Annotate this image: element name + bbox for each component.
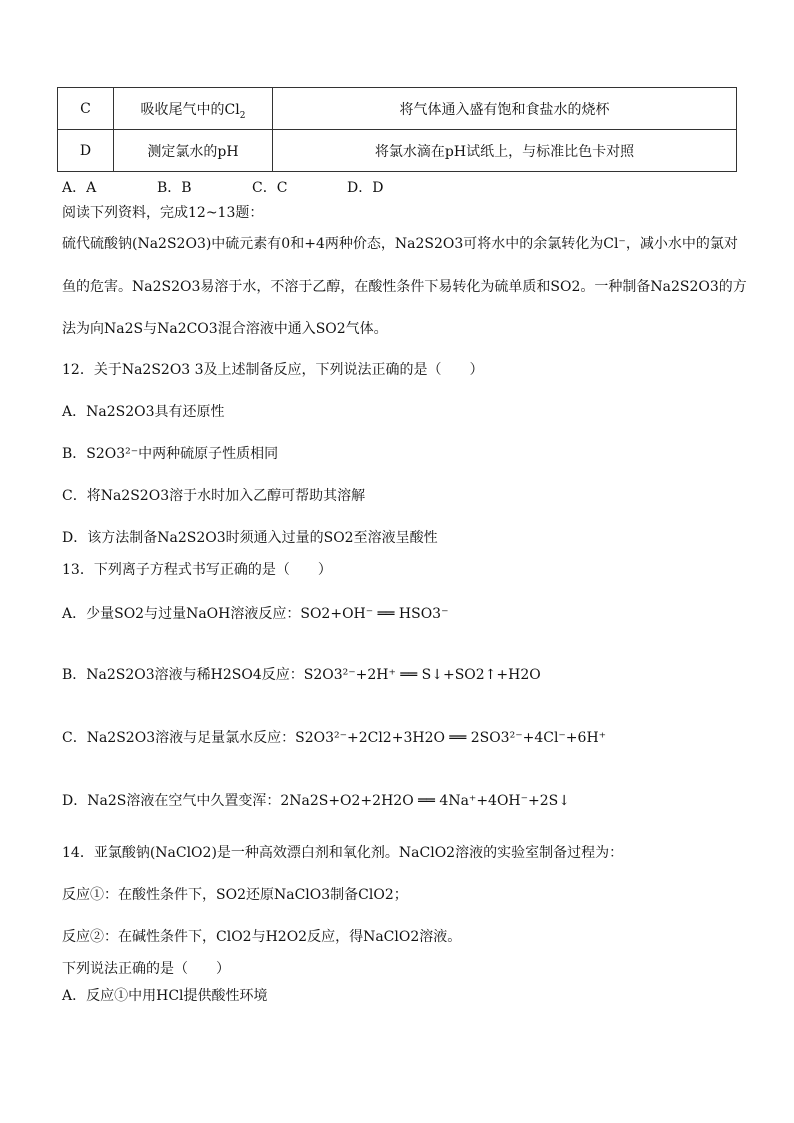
experiment-method: 将氯水滴在pH试纸上，与标准比色卡对照 xyxy=(273,130,737,172)
q12-option-c[interactable]: C．将Na2S2O3溶于水时加入乙醇可帮助其溶解 xyxy=(62,488,366,504)
options-table xyxy=(57,87,737,172)
q13-stem: 13．下列离子方程式书写正确的是（ ） xyxy=(62,562,332,578)
experiment-purpose: 吸收尾气中的$Cl_2$ xyxy=(114,88,273,130)
table-row xyxy=(58,88,737,130)
q14-stem: 14．亚氯酸钠(NaClO2)是一种高效漂白剂和氧化剂。NaClO2溶液的实验室制备过程为： xyxy=(62,845,624,861)
q12-option-b[interactable]: B．S2O3²⁻中两种硫原子性质相同 xyxy=(62,446,279,462)
experiment-purpose: 测定氯水的pH xyxy=(114,130,273,172)
choice-b[interactable]: B．B xyxy=(157,180,192,196)
q12-option-d[interactable]: D．该方法制备Na2S2O3时须通入过量的SO2至溶液呈酸性 xyxy=(62,530,438,546)
experiment-method: 将气体通入盛有饱和食盐水的烧杯 xyxy=(273,88,737,130)
q13-option-d[interactable]: D．Na2S溶液在空气中久置变浑：2Na2S+O2+2H2O ══ 4Na⁺+4OH⁻+2S↓ xyxy=(62,793,570,809)
choice-d[interactable]: D．D xyxy=(347,180,384,196)
q14-reaction-1: 反应①：在酸性条件下，SO2还原NaClO3制备ClO2； xyxy=(62,887,408,903)
q12-option-a[interactable]: A．Na2S2O3具有还原性 xyxy=(62,404,225,420)
q13-option-a[interactable]: A．少量SO2与过量NaOH溶液反应：SO2+OH⁻ ══ HSO3⁻ xyxy=(62,606,449,622)
choice-a[interactable]: A．A xyxy=(62,180,97,196)
passage-line-2: 鱼的危害。Na2S2O3易溶于水，不溶于乙醇，在酸性条件下易转化为硫单质和SO2。一种制备Na2S2O3的方 xyxy=(62,279,747,295)
option-letter: C xyxy=(58,88,114,130)
q14-option-a[interactable]: A．反应①中用HCl提供酸性环境 xyxy=(62,988,268,1004)
q14-reaction-2: 反应②：在碱性条件下，ClO2与H2O2反应，得NaClO2溶液。 xyxy=(62,929,462,945)
q14-ask: 下列说法正确的是（ ） xyxy=(62,961,230,977)
passage-line-1: 硫代硫酸钠(Na2S2O3)中硫元素有0和+4两种价态，Na2S2O3可将水中的余氯转化为Cl⁻，减小水中的氯对 xyxy=(62,236,738,252)
option-letter: D xyxy=(58,130,114,172)
q13-option-b[interactable]: B．Na2S2O3溶液与稀H2SO4反应：S2O3²⁻+2H⁺ ══ S↓+SO2↑+H2O xyxy=(62,667,541,683)
q11-choices xyxy=(62,177,383,197)
q12-stem: 12．关于Na2S2O3 3及上述制备反应，下列说法正确的是（ ） xyxy=(62,362,484,378)
passage-line-3: 法为向Na2S与Na2CO3混合溶液中通入SO2气体。 xyxy=(62,321,388,337)
choice-c[interactable]: C．C xyxy=(252,180,288,196)
table-row xyxy=(58,130,737,172)
q13-option-c[interactable]: C．Na2S2O3溶液与足量氯水反应：S2O3²⁻+2Cl2+3H2O ══ 2SO3²⁻+4Cl⁻+6H⁺ xyxy=(62,730,607,746)
reading-intro: 阅读下列资料，完成12~13题： xyxy=(62,205,264,221)
